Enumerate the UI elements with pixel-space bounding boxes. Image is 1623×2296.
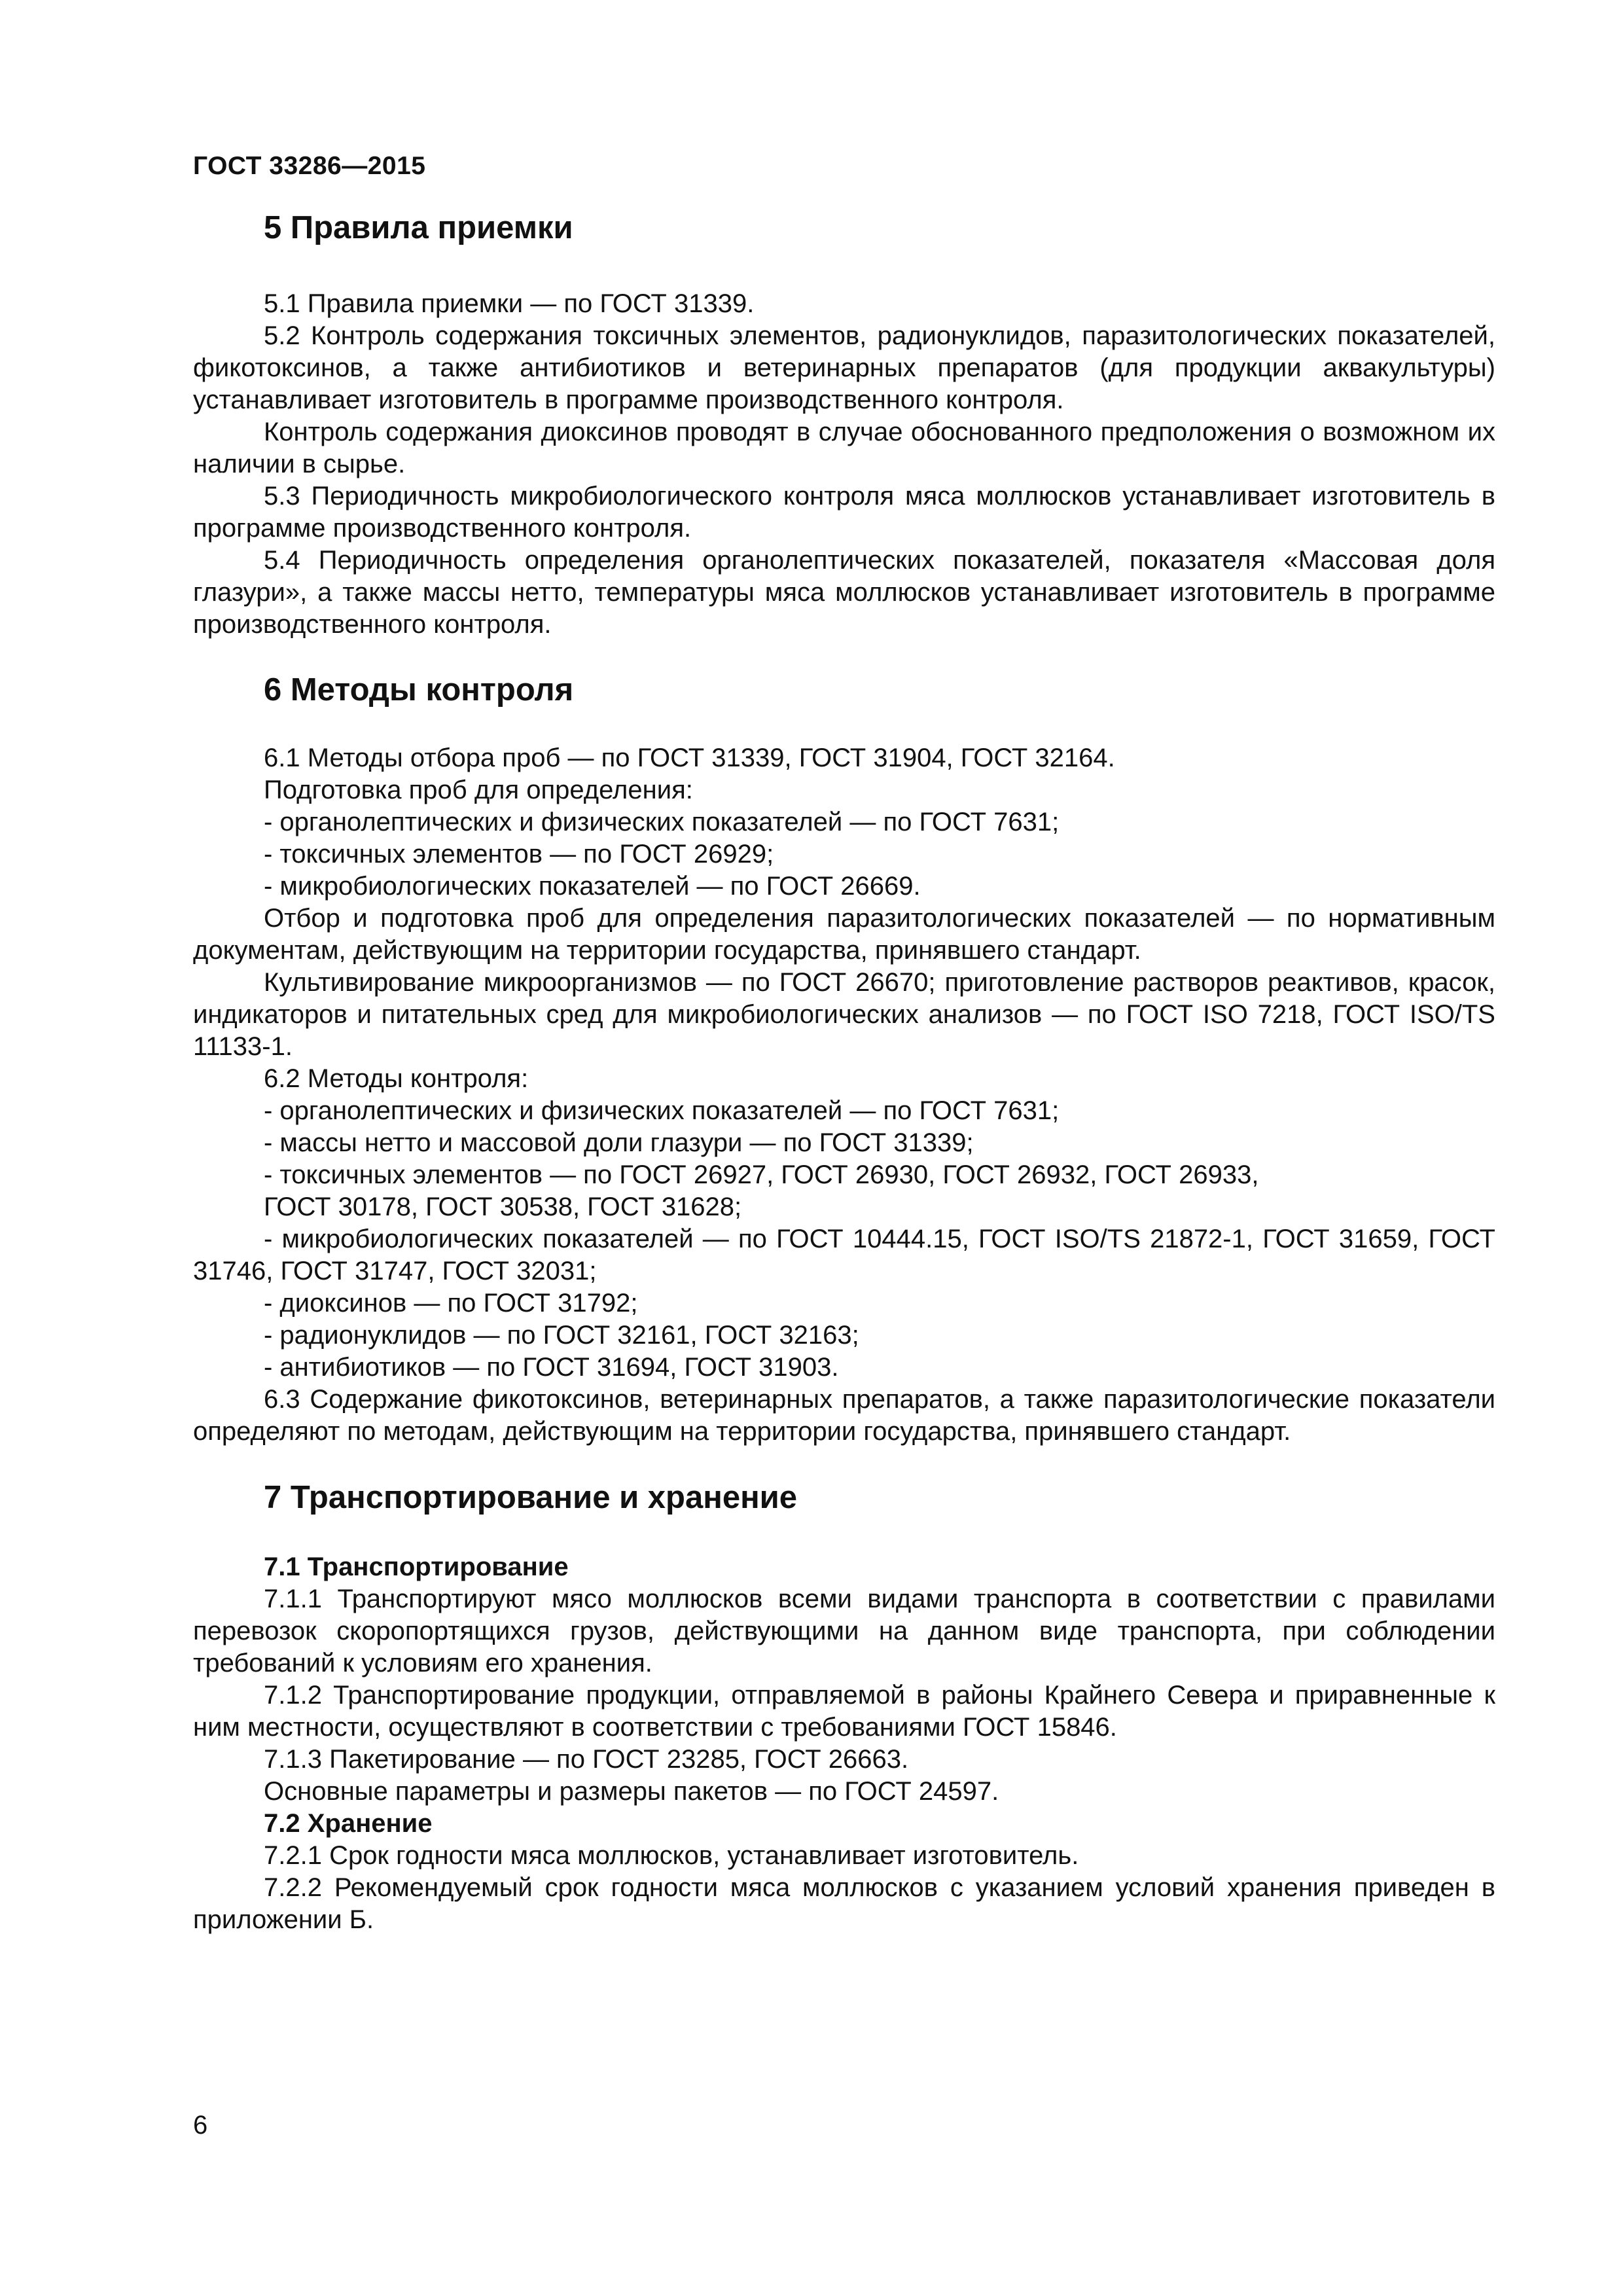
section-7-title: 7 Транспортирование и хранение bbox=[264, 1480, 798, 1515]
list-item: - органолептических и физических показателей — по ГОСТ 7631; bbox=[264, 808, 1060, 836]
section-6-title: 6 Методы контроля bbox=[264, 672, 574, 708]
paragraph: 7.2.1 Срок годности мяса моллюсков, устанавливает изготовитель. bbox=[264, 1841, 1079, 1870]
paragraph: 7.2.2 Рекомендуемый срок годности мяса моллюсков с указанием условий хранения приведен в приложении Б. bbox=[193, 1873, 1495, 1934]
paragraph: 6.3 Содержание фикотоксинов, ветеринарных препаратов, а также паразитологические показатели определяют по методам, действующим на территории государства, принявшего стандарт. bbox=[193, 1385, 1495, 1446]
paragraph: 5.1 Правила приемки — по ГОСТ 31339. bbox=[264, 289, 755, 318]
paragraph: 7.1.2 Транспортирование продукции, отправляемой в районы Крайнего Севера и приравненные к ним местности, осуществляют в соответствии с требованиями ГОСТ 15846. bbox=[193, 1681, 1495, 1742]
paragraph: Подготовка проб для определения: bbox=[264, 776, 693, 804]
paragraph: 7.1.1 Транспортируют мясо моллюсков всеми видами транспорта в соответствии с правилами перевозок скоропортящихся грузов, действующими на данном виде транспорта, при соблюдении требований к условиям его хранения. bbox=[193, 1585, 1495, 1677]
paragraph: 5.3 Периодичность микробиологического контроля мяса моллюсков устанавливает изготовитель в программе производственного контроля. bbox=[193, 482, 1495, 543]
list-item: - токсичных элементов — по ГОСТ 26929; bbox=[264, 840, 774, 869]
paragraph: Основные параметры и размеры пакетов — по ГОСТ 24597. bbox=[264, 1777, 999, 1806]
list-item: ГОСТ 30178, ГОСТ 30538, ГОСТ 31628; bbox=[264, 1193, 742, 1221]
list-item: - антибиотиков — по ГОСТ 31694, ГОСТ 31903. bbox=[264, 1353, 839, 1382]
paragraph: 5.4 Периодичность определения органолептических показателей, показателя «Массовая доля глазури», а также массы нетто, температуры мяса моллюсков устанавливает изготовитель в программе производственного контроля. bbox=[193, 546, 1495, 639]
paragraph: 5.2 Контроль содержания токсичных элементов, радионуклидов, паразитологических показателей, фикотоксинов, а также антибиотиков и ветеринарных препаратов (для продукции аквакультуры) устанавливает изготовитель в программе производственного контроля. bbox=[193, 321, 1495, 414]
paragraph: 7.1.3 Пакетирование — по ГОСТ 23285, ГОСТ 26663. bbox=[264, 1745, 909, 1774]
list-item: - радионуклидов — по ГОСТ 32161, ГОСТ 32163; bbox=[264, 1321, 859, 1350]
section-5-title: 5 Правила приемки bbox=[264, 210, 573, 245]
paragraph: Культивирование микроорганизмов — по ГОСТ 26670; приготовление растворов реактивов, красок, индикаторов и питательных сред для микробиологических анализов — по ГОСТ ISO 7218, ГОСТ ISO/TS 11133-1. bbox=[193, 968, 1495, 1061]
list-item: - микробиологических показателей — по ГОСТ 10444.15, ГОСТ ISO/TS 21872-1, ГОСТ 31659, ГОСТ 31746, ГОСТ 31747, ГОСТ 32031; bbox=[193, 1225, 1495, 1285]
paragraph: 6.1 Методы отбора проб — по ГОСТ 31339, ГОСТ 31904, ГОСТ 32164. bbox=[264, 744, 1115, 772]
paragraph: 6.2 Методы контроля: bbox=[264, 1064, 529, 1093]
list-item: - органолептических и физических показателей — по ГОСТ 7631; bbox=[264, 1096, 1060, 1125]
subsection-7-1-title: 7.1 Транспортирование bbox=[264, 1552, 569, 1581]
paragraph: Отбор и подготовка проб для определения паразитологических показателей — по нормативным документам, действующим на территории государства, принявшего стандарт. bbox=[193, 904, 1495, 965]
document-id: ГОСТ 33286—2015 bbox=[193, 152, 426, 180]
list-item: - диоксинов — по ГОСТ 31792; bbox=[264, 1289, 638, 1318]
subsection-7-2-title: 7.2 Хранение bbox=[264, 1809, 433, 1838]
list-item: - микробиологических показателей — по ГОСТ 26669. bbox=[264, 872, 921, 901]
list-item: - токсичных элементов — по ГОСТ 26927, ГОСТ 26930, ГОСТ 26932, ГОСТ 26933, bbox=[264, 1160, 1259, 1189]
paragraph: Контроль содержания диоксинов проводят в случае обоснованного предположения о возможном их наличии в сырье. bbox=[193, 418, 1495, 478]
page-number: 6 bbox=[193, 2111, 208, 2140]
document-body bbox=[193, 208, 1495, 1936]
list-item: - массы нетто и массовой доли глазури — по ГОСТ 31339; bbox=[264, 1128, 974, 1157]
